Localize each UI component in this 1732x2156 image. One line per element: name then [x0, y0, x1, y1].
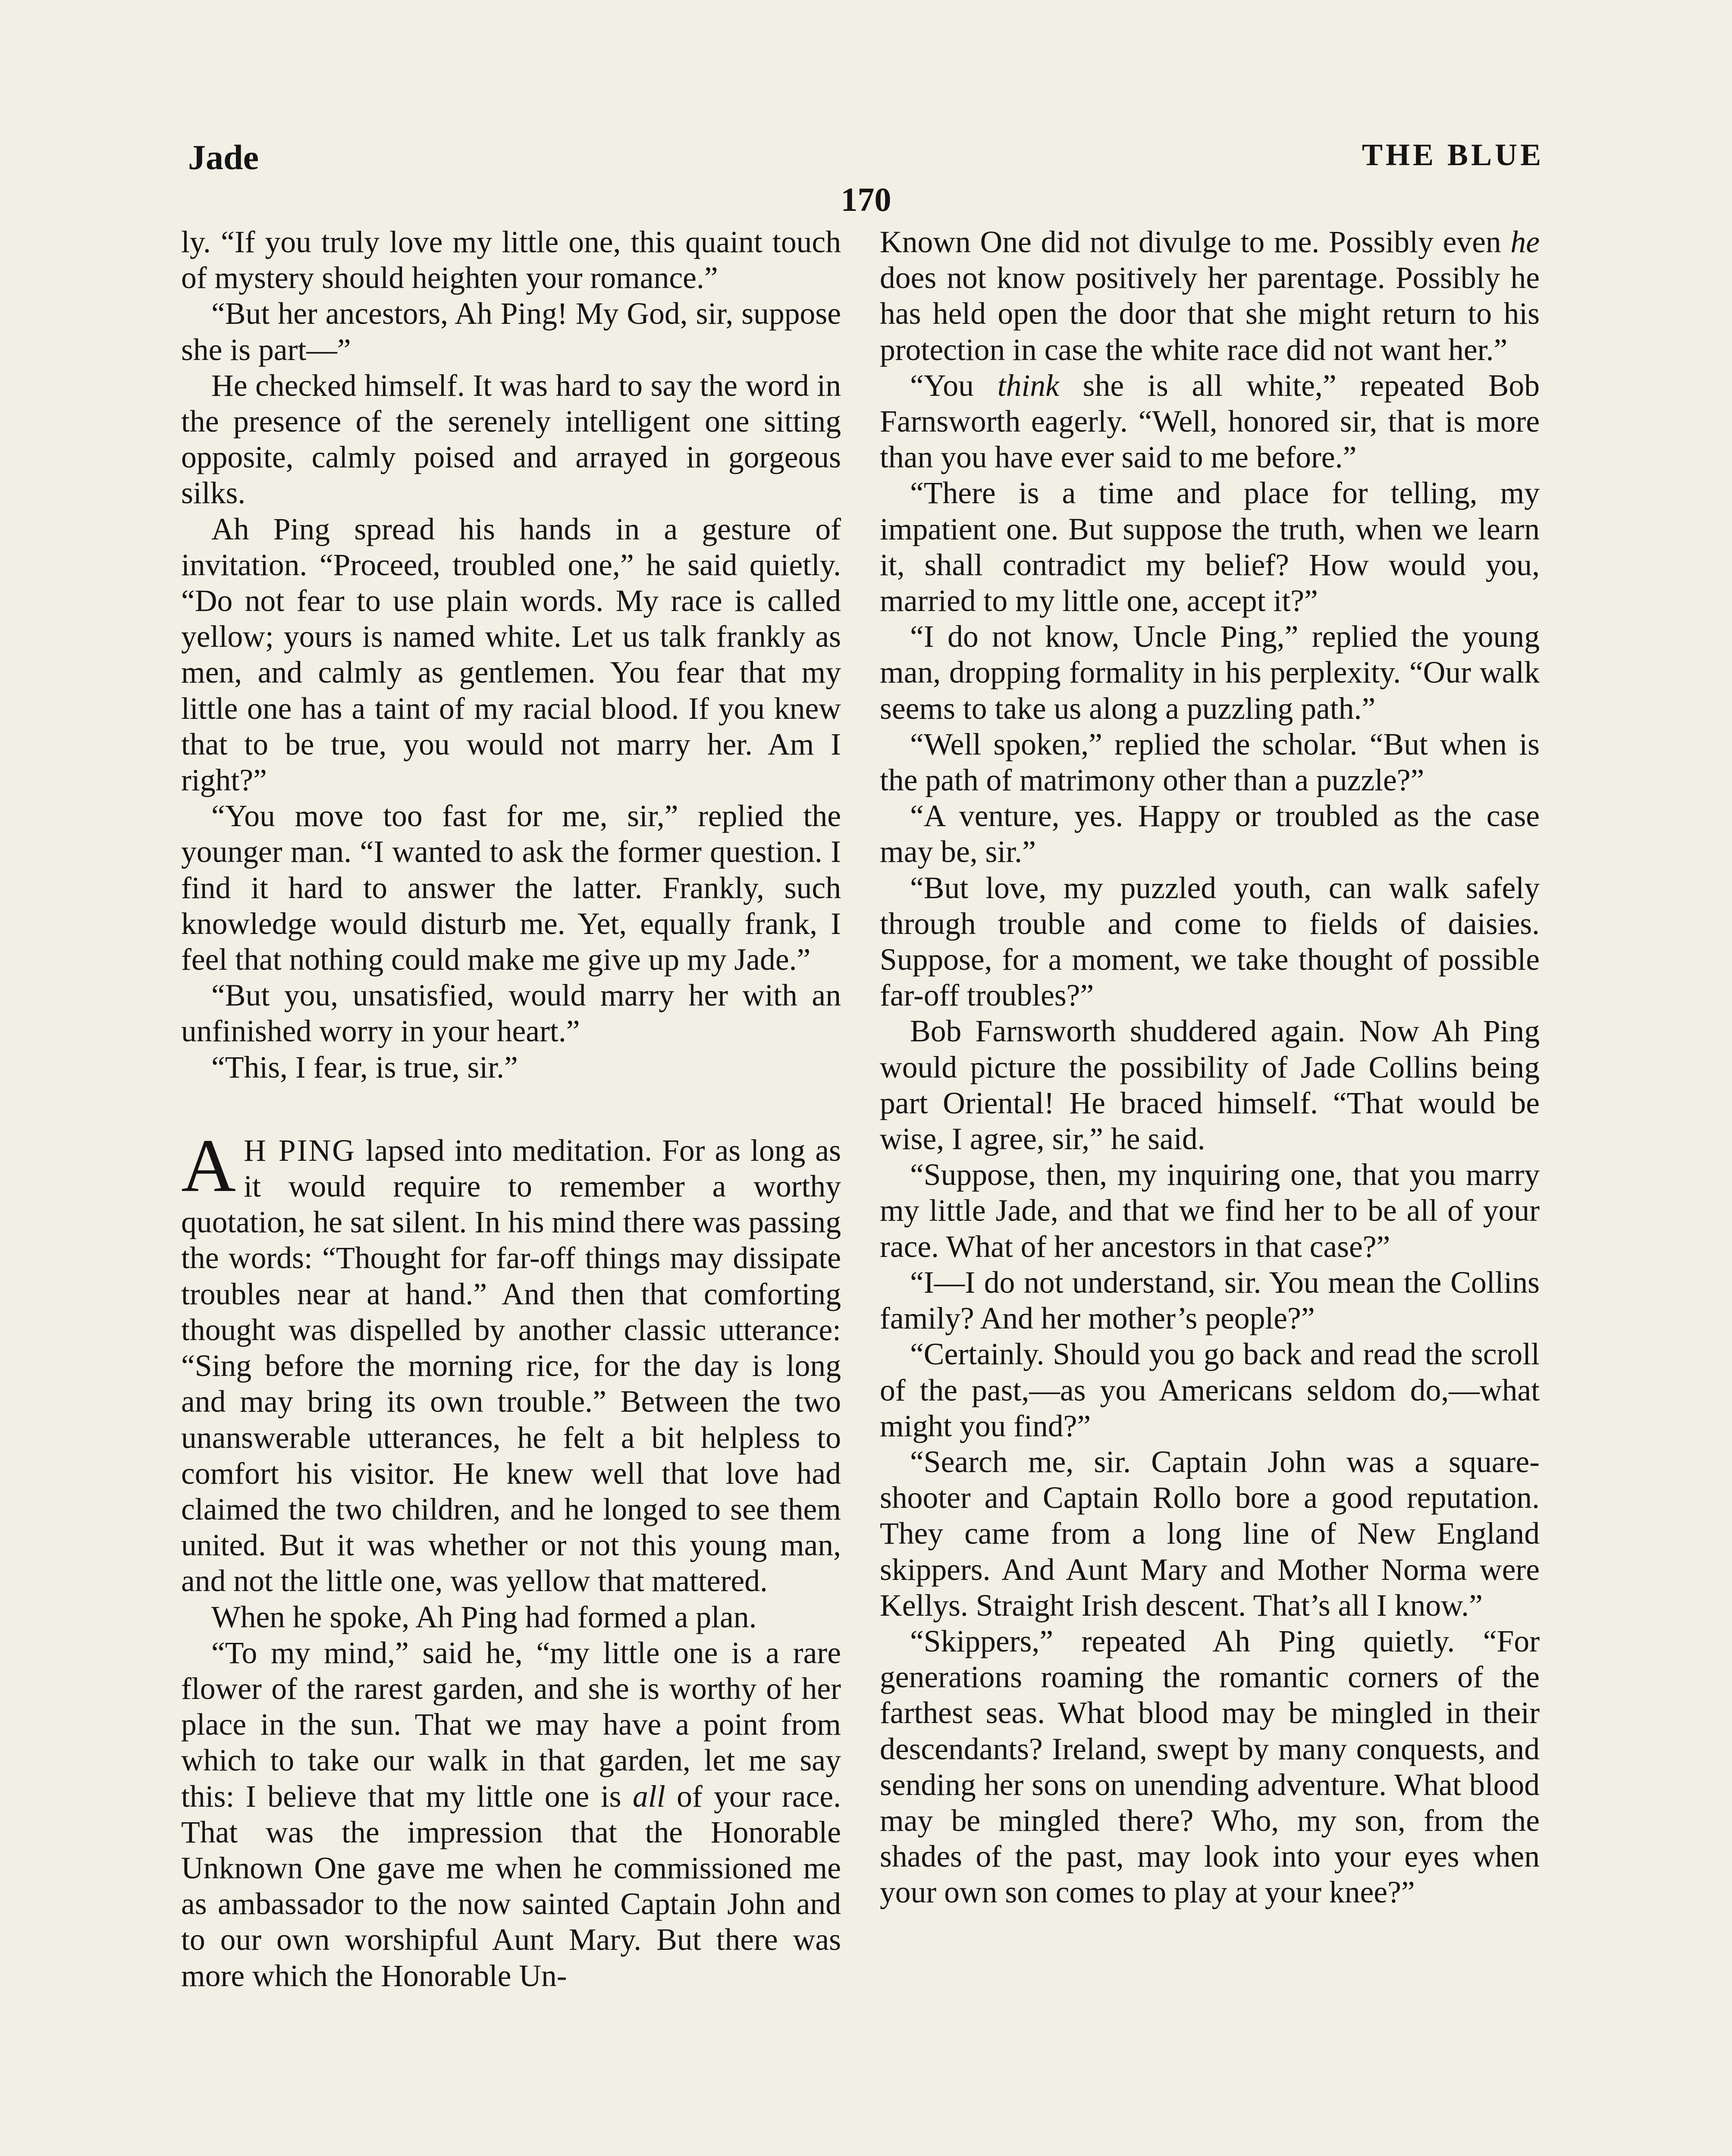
paragraph-text: “To my mind,” said he, “my little one is a rare flower of the rarest garden, and she is worthy of her place in the sun. That we may have a point from which to take our walk in that garden, let me say this: I believe that my little one is	[181, 1636, 841, 1814]
paragraph	[880, 224, 1540, 368]
paragraph: Ah Ping spread his hands in a gesture of invitation. “Proceed, troubled one,” he said quietly. “Do not fear to use plain words. My race is called yellow; yours is named white. Let us talk frankly as men, and calmly as gentlemen. You fear that my little one has a taint of my racial blood. If you knew that to be true, you would not marry her. Am I right?”	[181, 512, 841, 798]
paragraph: “Certainly. Should you go back and read the scroll of the past,—as you Americans seldom do,—what might you find?”	[880, 1337, 1540, 1443]
paragraph: “Search me, sir. Captain John was a square-shooter and Captain Rollo bore a good reputation. They came from a long line of New England skippers. And Aunt Mary and Mother Norma were Kellys. Straight Irish descent. That’s all I know.”	[880, 1445, 1540, 1623]
paragraph-text: of your race. That was the impression that the Honorable Unknown One gave me when he commissioned me as ambassador to the now sainted Captain John and to our own worshipful Aunt Mary. But there was more which the Honorable Un-	[181, 1779, 841, 1993]
paragraph-text: does not know positively her parentage. Possibly he has held open the door that she might return to his protection in case the white race did not want her.”	[880, 261, 1540, 367]
emphasis-text: think	[997, 368, 1059, 403]
paragraph-text: “You	[910, 368, 998, 403]
paragraph: ly. “If you truly love my little one, this quaint touch of mystery should heighten your romance.”	[181, 225, 841, 295]
emphasis-text: he	[1510, 225, 1540, 259]
paragraph: “But love, my puzzled youth, can walk safely through trouble and come to fields of daisies. Suppose, for a moment, we take thought of possible far-off troubles?”	[880, 871, 1540, 1013]
paragraph: Bob Farnsworth shuddered again. Now Ah Ping would picture the possibility of Jade Collins being part Oriental! He braced himself. “That would be wise, I agree, sir,” he said.	[880, 1014, 1540, 1156]
page-number: 170	[841, 181, 891, 218]
paragraph: “Skippers,” repeated Ah Ping quietly. “For generations roaming the romantic corners of the farthest seas. What blood may be mingled in their descendants? Ireland, swept by many conquests, and sending her sons on unending adventure. What blood may be mingled there? Who, my son, from the shades of the past, may look into your eyes when your own son comes to play at your knee?”	[880, 1624, 1540, 1910]
paragraph: “You move too fast for me, sir,” replied the younger man. “I wanted to ask the former question. I find it hard to answer the latter. Frankly, such knowledge would disturb me. Yet, equally frank, I feel that nothing could make me give up my Jade.”	[181, 799, 841, 977]
paragraph: “But you, unsatisfied, would marry her with an unfinished worry in your heart.”	[181, 978, 841, 1049]
running-title-story: Jade	[188, 138, 259, 177]
right-column	[880, 224, 1540, 1911]
section-lead-text: H PING	[244, 1133, 356, 1168]
paragraph: “But her ancestors, Ah Ping! My God, sir, suppose she is part—”	[181, 297, 841, 367]
emphasis-text: all	[633, 1779, 665, 1814]
paragraph: “Suppose, then, my inquiring one, that you marry my little Jade, and that we find her to be all of your race. What of her ancestors in that case?”	[880, 1158, 1540, 1264]
paragraph: “Well spoken,” replied the scholar. “But when is the path of matrimony other than a puzzle?”	[880, 727, 1540, 798]
paragraph: He checked himself. It was hard to say the word in the presence of the serenely intelligent one sitting opposite, calmly poised and arrayed in gorgeous silks.	[181, 368, 841, 511]
paragraph: “A venture, yes. Happy or troubled as the case may be, sir.”	[880, 799, 1540, 869]
left-column	[181, 224, 841, 1994]
paragraph: “I do not know, Uncle Ping,” replied the young man, dropping formality in his perplexity. “Our walk seems to take us along a puzzling path.”	[880, 620, 1540, 726]
paragraph-text: she is all white,” repeated Bob Farnsworth eagerly. “Well, honored sir, that is more than you have ever said to me before.”	[880, 368, 1540, 475]
running-title-magazine: THE BLUE	[1362, 138, 1544, 172]
paragraph	[880, 368, 1540, 476]
paragraph: “This, I fear, is true, sir.”	[211, 1050, 518, 1084]
paragraph-text: Known One did not divulge to me. Possibly even	[880, 225, 1511, 259]
paragraph: When he spoke, Ah Ping had formed a plan.	[211, 1600, 757, 1634]
paragraph-text: lapsed into meditation. For as long as it would require to remember a worthy quotation, he sat silent. In his mind there was passing the words: “Thought for far-off things may dissipate troubles near at hand.” And then that comforting thought was dispelled by another classic utterance: “Sing before the morning rice, for the day is long and may bring its own trouble.” Between the two unanswerable utterances, he felt a bit helpless to comfort his visitor. He knew well that love had claimed the two children, and he longed to see them united. But it was whether or not this young man, and not the little one, was yellow that mattered.	[181, 1133, 841, 1598]
drop-cap: A	[181, 1123, 236, 1208]
section-start-paragraph	[181, 1123, 841, 1599]
paragraph	[181, 1635, 841, 1994]
paragraph: “There is a time and place for telling, my impatient one. But suppose the truth, when we learn it, shall contradict my belief? How would you, married to my little one, accept it?”	[880, 476, 1540, 618]
paragraph: “I—I do not understand, sir. You mean the Collins family? And her mother’s people?”	[880, 1265, 1540, 1336]
